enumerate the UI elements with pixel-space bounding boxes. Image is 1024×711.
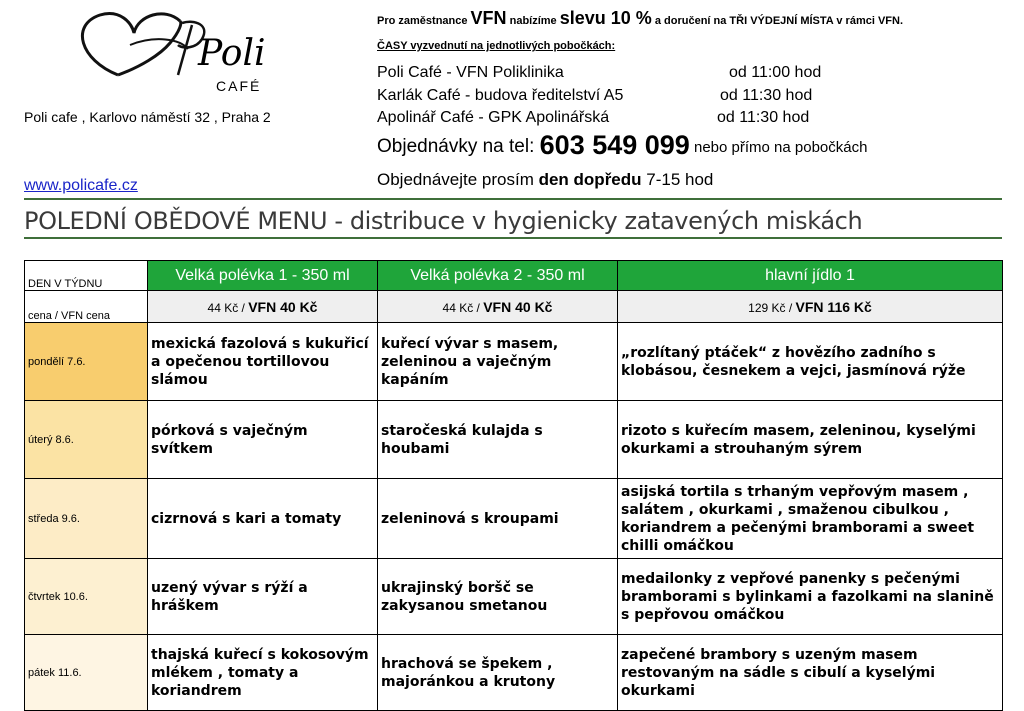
table-row xyxy=(25,401,1003,479)
price-normal: 44 Kč / xyxy=(442,300,484,315)
divider-bottom xyxy=(24,237,1002,239)
promo-text xyxy=(377,8,903,29)
day-cell: pátek 11.6. xyxy=(25,635,148,711)
order-phone-line xyxy=(377,130,867,161)
branch-time: od 11:30 hod xyxy=(720,87,813,104)
soup-1-cell: cizrnová s kari a tomaty xyxy=(148,479,378,559)
soup-2-cell: zeleninová s kroupami xyxy=(378,479,618,559)
day-cell: čtvrtek 10.6. xyxy=(25,559,148,635)
advance-prefix: Objednávejte prosím xyxy=(377,170,539,189)
promo-discount: slevu 10 % xyxy=(559,8,652,28)
main-dish-cell: zapečené brambory s uzeným masem restovaným na sádle s cibulí a kyselými okurkami xyxy=(618,635,1003,711)
price-row xyxy=(25,291,1003,323)
soup-2-cell: kuřecí vývar s masem, zeleninou a vaječným kapáním xyxy=(378,323,618,401)
main-dish-cell: „rozlítaný ptáček“ z hovězího zadního s klobásou, česnekem a vejci, jasmínová rýže xyxy=(618,323,1003,401)
phone-number[interactable]: 603 549 099 xyxy=(539,130,690,160)
price-normal: 129 Kč / xyxy=(748,300,796,315)
main-dish-cell: asijská tortila s trhaným vepřovým masem , salátem , okurkami , smaženou cibulkou , koriandrem a pečenými bramborami a sweet chilli omáčkou xyxy=(618,479,1003,559)
table-row xyxy=(25,635,1003,711)
header-soup-2: Velká polévka 2 - 350 ml xyxy=(378,261,618,291)
day-cell: úterý 8.6. xyxy=(25,401,148,479)
table-row xyxy=(25,479,1003,559)
promo-part: a doručení na TŘI VÝDEJNÍ MÍSTA v rámci VFN. xyxy=(651,15,904,27)
soup-2-cell: ukrajinský boršč se zakysanou smetanou xyxy=(378,559,618,635)
address: Poli cafe , Karlovo náměstí 32 , Praha 2 xyxy=(24,109,271,125)
soup-1-cell: thajská kuřecí s kokosovým mlékem , tomaty a koriandrem xyxy=(148,635,378,711)
branch-name: Apolinář Café - GPK Apolinářská xyxy=(377,109,610,126)
weekly-menu-table xyxy=(24,260,1003,711)
promo-part: Pro zaměstnance xyxy=(377,15,471,27)
day-cell: pondělí 7.6. xyxy=(25,323,148,401)
soup-2-cell: staročeská kulajda s houbami xyxy=(378,401,618,479)
logo-wordmark: Poli xyxy=(198,33,266,74)
poli-cafe-logo xyxy=(70,5,270,100)
order-advance-note xyxy=(377,170,713,190)
price-vfn: VFN 116 Kč xyxy=(795,298,872,315)
price-soup-1 xyxy=(148,291,378,323)
table-row xyxy=(25,559,1003,635)
soup-1-cell: mexická fazolová s kukuřicí a opečenou tortillovou slámou xyxy=(148,323,378,401)
branch-name: Karlák Café - budova ředitelství A5 xyxy=(377,87,624,104)
price-vfn: VFN 40 Kč xyxy=(248,298,318,315)
branch-time: od 11:00 hod xyxy=(729,64,822,81)
soup-1-cell: uzený vývar s rýží a hráškem xyxy=(148,559,378,635)
day-cell: středa 9.6. xyxy=(25,479,148,559)
price-label: cena / VFN cena xyxy=(25,291,148,323)
promo-vfn: VFN xyxy=(470,8,507,28)
price-vfn: VFN 40 Kč xyxy=(483,298,553,315)
logo-subtitle: CAFÉ xyxy=(216,78,262,94)
divider-top xyxy=(24,198,1002,200)
branch-time: od 11:30 hod xyxy=(717,109,810,126)
table-row xyxy=(25,323,1003,401)
soup-2-cell: hrachová se špekem , majoránkou a krutony xyxy=(378,635,618,711)
price-soup-2 xyxy=(378,291,618,323)
main-dish-cell: rizoto s kuřecím masem, zeleninou, kyselými okurkami a strouhaným sýrem xyxy=(618,401,1003,479)
price-normal: 44 Kč / xyxy=(207,300,249,315)
menu-title: POLEDNÍ OBĚDOVÉ MENU - distribuce v hygienicky zatavených miskách xyxy=(24,207,863,235)
advance-bold: den dopředu xyxy=(538,170,642,189)
soup-1-cell: pórková s vaječným svítkem xyxy=(148,401,378,479)
website-link[interactable]: www.policafe.cz xyxy=(24,177,138,194)
advance-suffix: 7-15 hod xyxy=(641,170,714,189)
main-dish-cell: medailonky z vepřové panenky s pečenými bramborami s bylinkami a fazolkami na slanině s pepřovou omáčkou xyxy=(618,559,1003,635)
table-header-row xyxy=(25,261,1003,291)
header-main-dish: hlavní jídlo 1 xyxy=(618,261,1003,291)
branch-name: Poli Café - VFN Poliklinika xyxy=(377,64,564,81)
price-main-dish xyxy=(618,291,1003,323)
header-soup-1: Velká polévka 1 - 350 ml xyxy=(148,261,378,291)
promo-part: nabízíme xyxy=(506,15,560,27)
order-suffix: nebo přímo na pobočkách xyxy=(689,139,868,156)
order-prefix: Objednávky na tel: xyxy=(377,136,540,157)
header-day: DEN V TÝDNU xyxy=(25,261,148,291)
pickup-times-heading: ČASY vyzvednutí na jednotlivých pobočkách: xyxy=(377,40,616,52)
